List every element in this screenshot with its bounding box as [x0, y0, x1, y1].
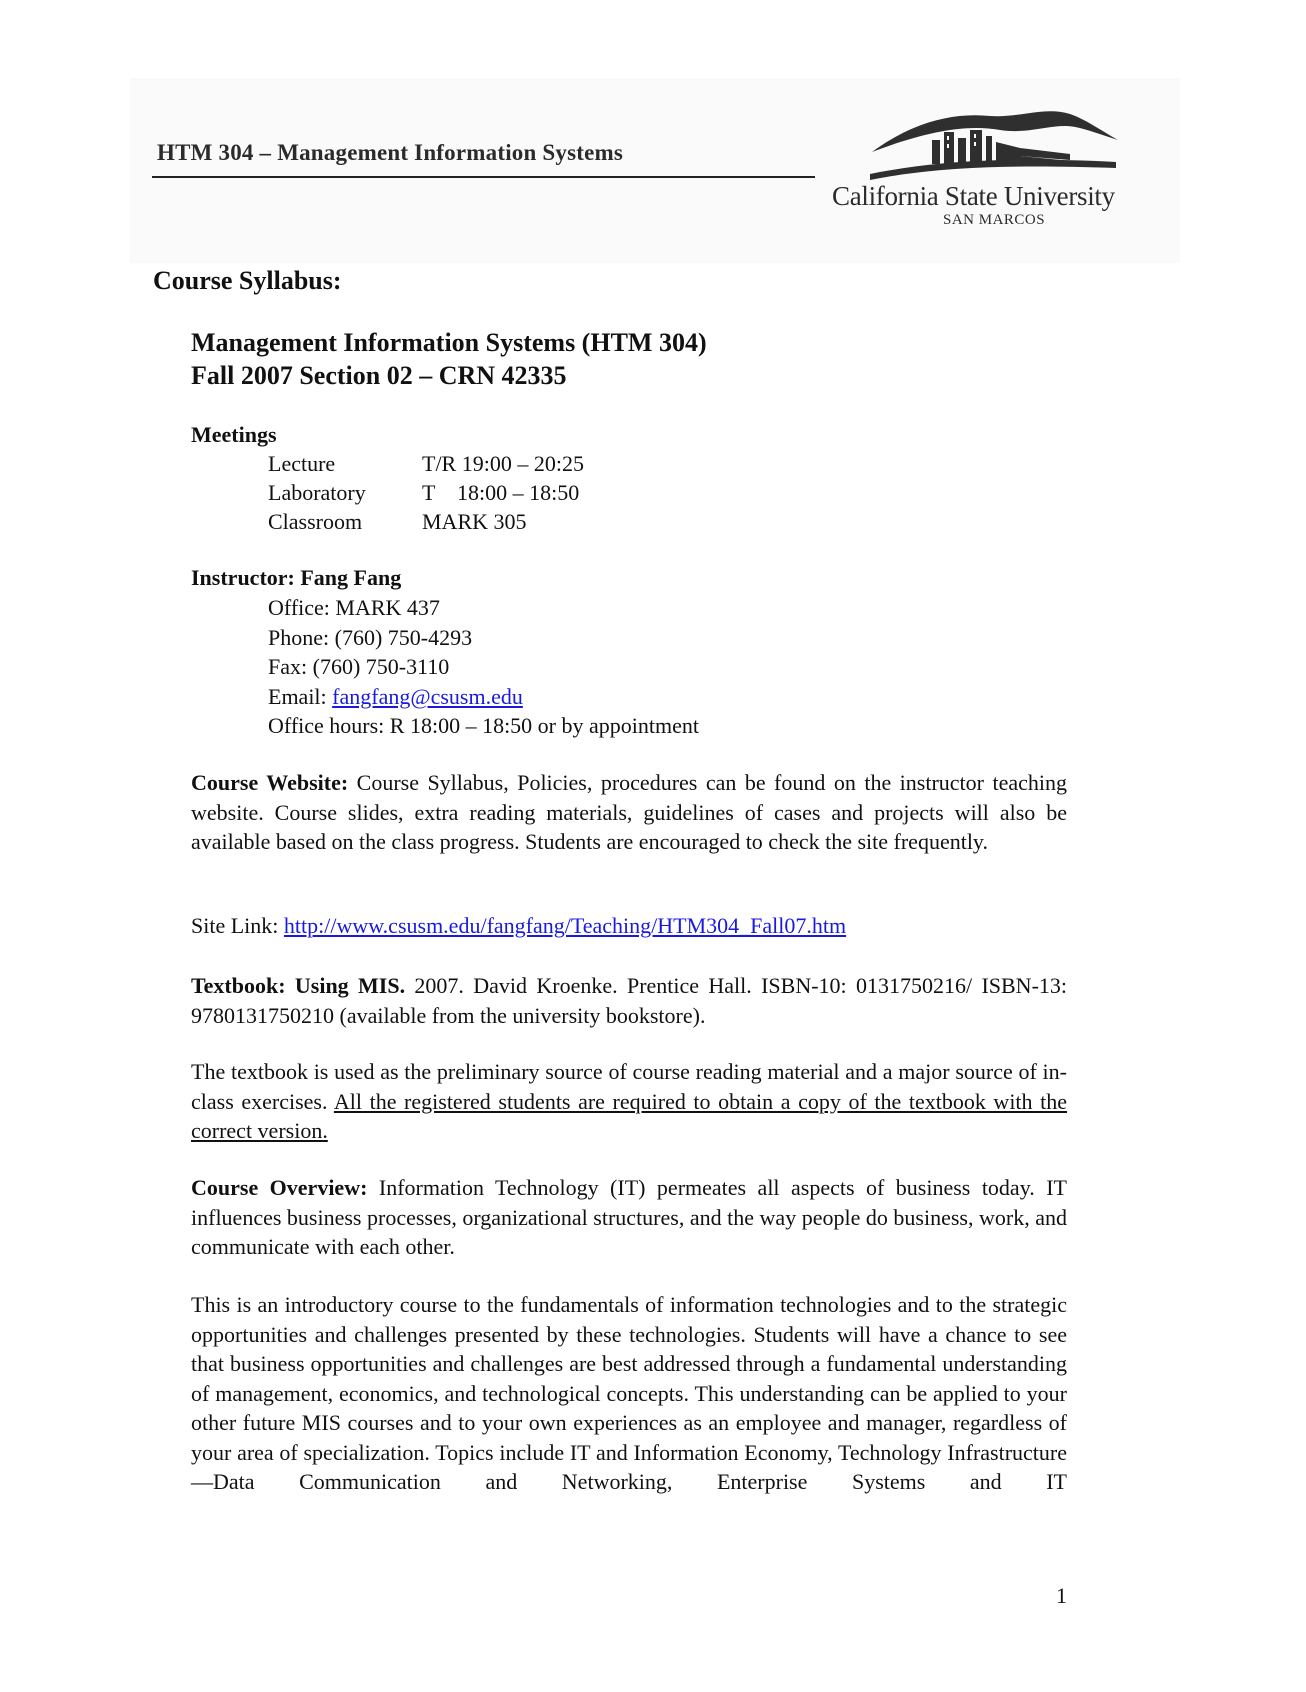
meeting-value: T 18:00 – 18:50 [422, 480, 580, 505]
university-campus: SAN MARCOS [943, 212, 1046, 228]
page-number: 1 [1056, 1583, 1067, 1608]
instructor-fax: Fax: (760) 750-3110 [268, 654, 450, 679]
website-text: Course Syllabus, Policies, procedures can be found on the instructor teaching website. Course slides, extra reading materials, guidelines of cases and projects will also be available based on the class progress. Students are encouraged to check the site frequently. [191, 770, 1067, 854]
overview-label: Course Overview: [191, 1175, 368, 1200]
university-logo [830, 100, 1170, 240]
textbook-note-paragraph [191, 1057, 1067, 1146]
website-label: Course Website: [191, 770, 349, 795]
syllabus-heading: Course Syllabus: [153, 266, 342, 295]
meeting-label: Classroom [268, 509, 363, 534]
site-link-line [191, 913, 846, 939]
meetings-heading: Meetings [191, 422, 277, 447]
meeting-label: Laboratory [268, 480, 366, 505]
textbook-text: 2007. David Kroenke. Prentice Hall. ISBN-10: 0131750216/ ISBN-13: 9780131750210 (available from the university bookstore). [191, 973, 1068, 1028]
textbook-requirement: All the registered students are required to obtain a copy of the textbook with the correct version. [191, 1088, 1068, 1143]
instructor-phone: Phone: (760) 750-4293 [268, 625, 473, 650]
site-link-label: Site Link: [191, 913, 284, 938]
email-label: Email: [268, 684, 333, 709]
overview-paragraph [191, 1173, 1067, 1262]
course-section: Fall 2007 Section 02 – CRN 42335 [191, 361, 567, 390]
course-header-title: HTM 304 – Management Information Systems [157, 140, 624, 165]
instructor-heading: Instructor: Fang Fang [191, 565, 402, 590]
csusm-logo-icon [870, 104, 1120, 182]
website-paragraph [191, 768, 1067, 857]
textbook-label: Textbook: Using MIS. [191, 973, 406, 998]
textbook-note: The textbook is used as the preliminary source of course reading material and a major source of in-class exercises. [191, 1059, 1067, 1114]
overview-text: Information Technology (IT) permeates all aspects of business today. IT influences business processes, organizational structures, and the way people do business, work, and communicate with each other. [191, 1175, 1068, 1259]
email-link[interactable]: fangfang@csusm.edu [332, 684, 523, 709]
site-link[interactable]: http://www.csusm.edu/fangfang/Teaching/HTM304_Fall07.htm [283, 913, 847, 938]
instructor-office: Office: MARK 437 [268, 595, 440, 620]
intro-paragraph: This is an introductory course to the fundamentals of information technologies and to the strategic opportunities and challenges presented by these technologies. Students will have a chance to see that business opportunities and challenges are best addressed through a fundamental understanding of management, economics, and technological concepts. This understanding can be applied to your other future MIS courses and to your own experiences as an employee and manager, regardless of your area of specialization. Topics include IT and Information Economy, Technology Infrastructure—Data Communication and Networking, Enterprise Systems and IT [191, 1292, 1067, 1494]
university-name: California State University [832, 181, 1115, 211]
meeting-value: MARK 305 [422, 509, 527, 534]
instructor-office-hours: Office hours: R 18:00 – 18:50 or by appointment [268, 713, 699, 738]
textbook-paragraph [191, 971, 1067, 1030]
course-title: Management Information Systems (HTM 304) [191, 328, 707, 357]
header-divider [152, 176, 815, 178]
meeting-label: Lecture [268, 451, 336, 476]
meeting-value: T/R 19:00 – 20:25 [422, 451, 584, 476]
instructor-email-line [268, 684, 523, 710]
